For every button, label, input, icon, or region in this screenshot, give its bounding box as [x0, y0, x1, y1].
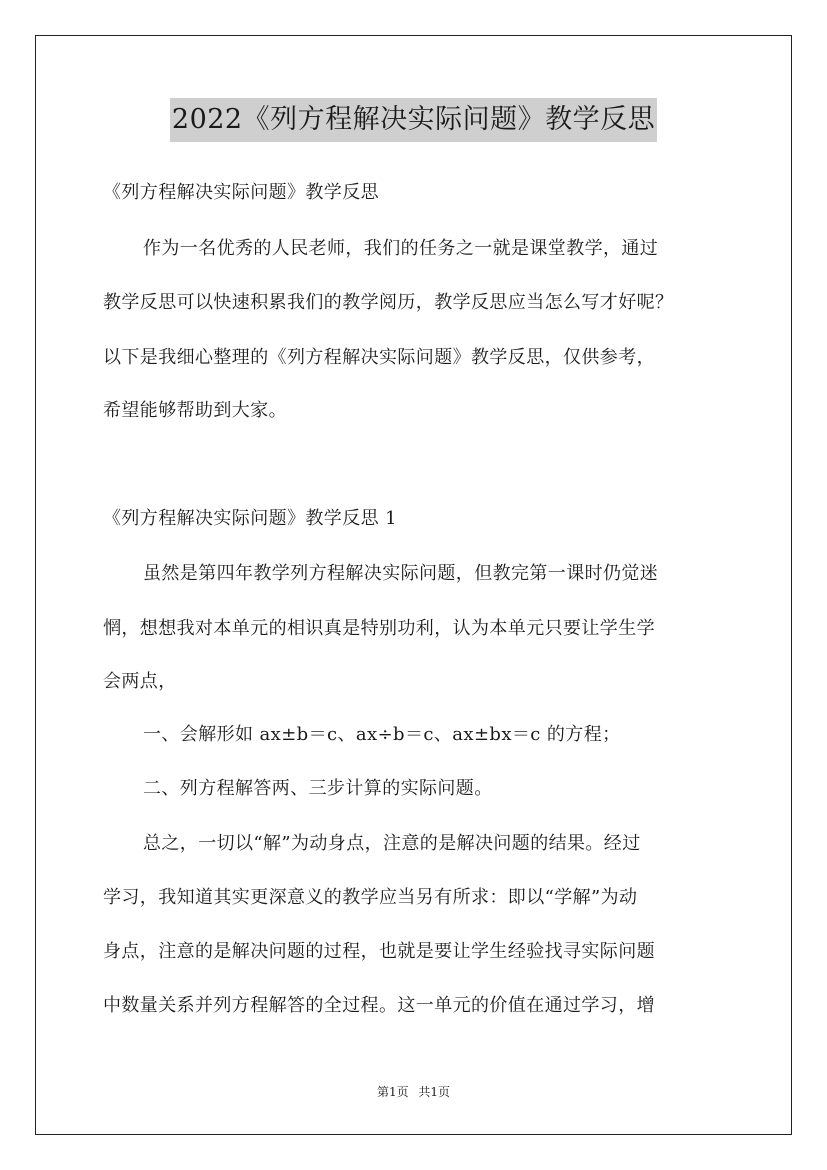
paragraph-line: 总之，一切以“解”为动身点，注意的是解决问题的结果。经过	[143, 833, 641, 854]
page-footer	[0, 1083, 827, 1100]
paragraph-line: 中数量关系并列方程解答的全过程。这一单元的价值在通过学习，增	[103, 995, 655, 1016]
paragraph-line: 希望能够帮助到大家。	[103, 400, 287, 421]
paragraph-line: 会两点，	[103, 671, 177, 692]
paragraph-line: 作为一名优秀的人民老师，我们的任务之一就是课堂教学，通过	[143, 238, 659, 259]
paragraph-line: 以下是我细心整理的《列方程解决实际问题》教学反思，仅供参考，	[103, 347, 655, 368]
paragraph-line: 教学反思可以快速积累我们的教学阅历，教学反思应当怎么写才好呢？	[103, 292, 674, 313]
page-number: 第1页	[376, 1085, 409, 1099]
paragraph-line: 惘，想想我对本单元的相识真是特别功利，认为本单元只要让学生学	[103, 618, 655, 639]
paragraph-line: 虽然是第四年教学列方程解决实际问题，但教完第一课时仍觉迷	[143, 563, 659, 584]
page-total: 共1页	[418, 1085, 451, 1099]
paragraph-line: 学习，我知道其实更深意义的教学应当另有所求：即以“学解”为动	[103, 887, 638, 908]
paragraph-line: 身点，注意的是解决问题的过程，也就是要让学生经验找寻实际问题	[103, 941, 655, 962]
title-container	[0, 98, 827, 142]
paragraph-line: 二、列方程解答两、三步计算的实际问题。	[143, 778, 493, 799]
section-heading: 《列方程解决实际问题》教学反思 1	[103, 508, 397, 529]
document-title: 2022《列方程解决实际问题》教学反思	[170, 98, 657, 142]
section-heading: 《列方程解决实际问题》教学反思	[103, 182, 379, 203]
paragraph-line: 一、会解形如 ax±b＝c、ax÷b＝c、ax±bx＝c 的方程；	[143, 724, 621, 745]
